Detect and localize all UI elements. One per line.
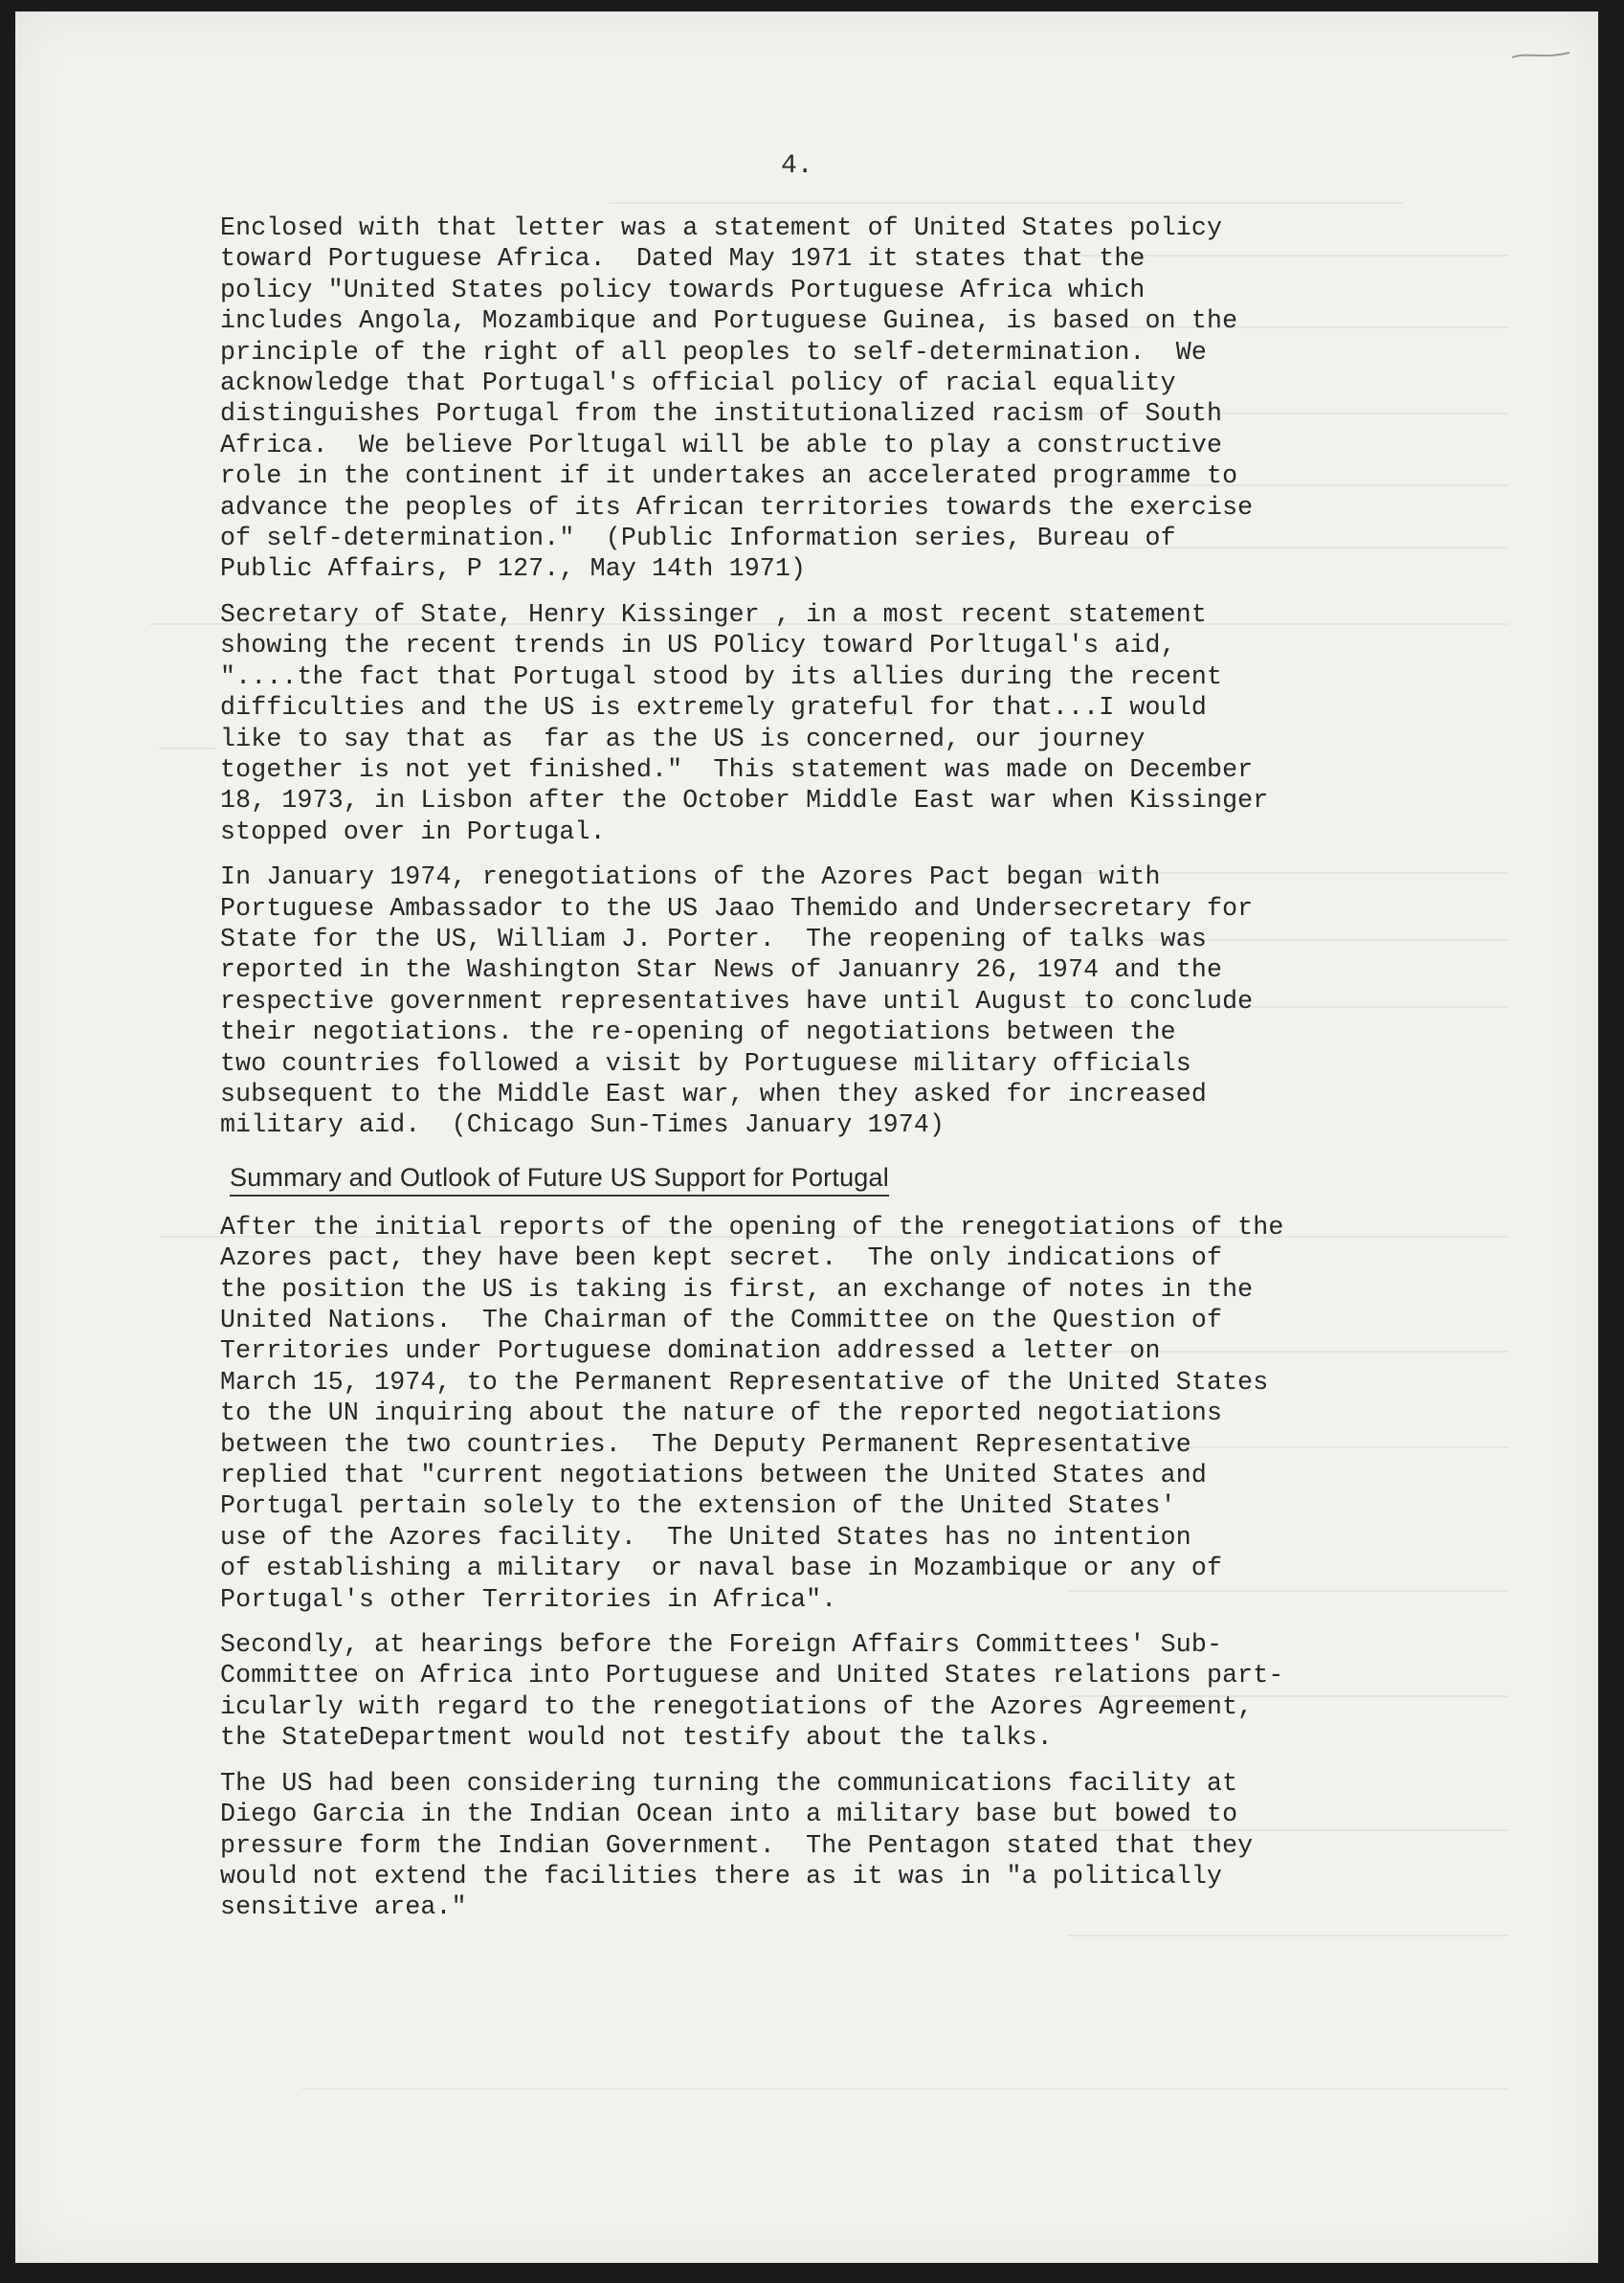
text-line: State for the US, William J. Porter. The reopening of talks was bbox=[220, 924, 1207, 953]
document-page bbox=[15, 11, 1598, 2263]
text-line: Committee on Africa into Portuguese and United States relations part- bbox=[220, 1661, 1284, 1690]
text-line: sensitive area." bbox=[220, 1892, 467, 1922]
text-line: their negotiations. the re-opening of negotiations between the bbox=[220, 1018, 1176, 1047]
text-line: distinguishes Portugal from the institutionalized racism of South bbox=[220, 399, 1223, 429]
text-line: Portugal's other Territories in Africa". bbox=[220, 1584, 837, 1614]
text-line: of establishing a military or naval base in Mozambique or any of bbox=[220, 1554, 1223, 1583]
text-line: icularly with regard to the renegotiations of the Azores Agreement, bbox=[220, 1691, 1254, 1721]
page-number: 4. bbox=[781, 151, 813, 181]
text-line: respective government representatives have until August to conclude bbox=[220, 986, 1254, 1016]
text-line: difficulties and the US is extremely grateful for that...I would bbox=[220, 693, 1207, 723]
text-line: two countries followed a visit by Portuguese military officials bbox=[220, 1048, 1191, 1078]
text-line: would not extend the facilities there as it was in "a politically bbox=[220, 1861, 1223, 1891]
paragraph-diego-garcia bbox=[220, 1768, 1550, 1923]
text-line: to the UN inquiring about the nature of the reported negotiations bbox=[220, 1399, 1223, 1428]
text-line: In January 1974, renegotiations of the Azores Pact began with bbox=[220, 862, 1161, 892]
text-line: United Nations. The Chairman of the Committee on the Question of bbox=[220, 1306, 1223, 1334]
text-line: advance the peoples of its African territories towards the exercise bbox=[220, 492, 1254, 522]
text-line: subsequent to the Middle East war, when they asked for increased bbox=[220, 1079, 1207, 1108]
paragraph-us-policy-statement bbox=[220, 213, 1550, 585]
text-line: the StateDepartment would not testify about the talks. bbox=[220, 1723, 1053, 1753]
text-line: Africa. We believe Porltugal will be able to play a constructive bbox=[220, 430, 1223, 459]
text-line: together is not yet finished." This statement was made on December bbox=[220, 754, 1254, 784]
text-line: Diego Garcia in the Indian Ocean into a military base but bowed to bbox=[220, 1800, 1238, 1829]
paragraph-kissinger-statement bbox=[220, 599, 1550, 847]
text-line: role in the continent if it undertakes an accelerated programme to bbox=[220, 461, 1238, 491]
paragraph-un-exchange-of-notes bbox=[220, 1212, 1550, 1615]
text-line: Public Affairs, P 127., May 14th 1971) bbox=[220, 554, 807, 584]
text-line: toward Portuguese Africa. Dated May 1971 it states that the bbox=[220, 244, 1146, 274]
text-line: includes Angola, Mozambique and Portuguese Guinea, is based on the bbox=[220, 306, 1238, 336]
text-line: military aid. (Chicago Sun-Times January 1974) bbox=[220, 1110, 945, 1140]
text-line: After the initial reports of the opening of the renegotiations of the bbox=[220, 1212, 1284, 1242]
text-line: policy "United States policy towards Portuguese Africa which bbox=[220, 275, 1146, 304]
text-line: showing the recent trends in US POlicy toward Porltugal's aid, bbox=[220, 631, 1176, 660]
text-line: Portugal pertain solely to the extension of the United States' bbox=[220, 1491, 1176, 1521]
text-line: the position the US is taking is first, an exchange of notes in the bbox=[220, 1274, 1254, 1304]
paragraph-azores-renegotiations bbox=[220, 862, 1550, 1141]
text-line: reported in the Washington Star News of Januanry 26, 1974 and the bbox=[220, 955, 1223, 985]
paragraph-committee-hearings bbox=[220, 1629, 1550, 1754]
text-line: of self-determination." (Public Information series, Bureau of bbox=[220, 524, 1176, 553]
text-line: Azores pact, they have been kept secret. The only indications of bbox=[220, 1243, 1223, 1273]
paper-edge-mark bbox=[1510, 50, 1571, 61]
text-line: replied that "current negotiations between the United States and bbox=[220, 1461, 1207, 1490]
text-line: use of the Azores facility. The United States has no intention bbox=[220, 1522, 1191, 1552]
text-line: Secretary of State, Henry Kissinger , in a most recent statement bbox=[220, 599, 1207, 629]
text-line: between the two countries. The Deputy Permanent Representative bbox=[220, 1429, 1191, 1459]
text-line: stopped over in Portugal. bbox=[220, 817, 606, 846]
text-line: acknowledge that Portugal's official policy of racial equality bbox=[220, 369, 1176, 398]
text-line: March 15, 1974, to the Permanent Representative of the United States bbox=[220, 1367, 1269, 1397]
text-line: Portuguese Ambassador to the US Jaao Themido and Undersecretary for bbox=[220, 893, 1254, 923]
text-line: "....the fact that Portugal stood by its allies during the recent bbox=[220, 661, 1223, 691]
text-line: pressure form the Indian Government. The Pentagon stated that they bbox=[220, 1830, 1254, 1860]
text-line: like to say that as far as the US is concerned, our journey bbox=[220, 724, 1146, 753]
section-heading: Summary and Outlook of Future US Support for Portugal bbox=[230, 1161, 889, 1197]
text-line: The US had been considering turning the communications facility at bbox=[220, 1768, 1238, 1798]
text-line: Territories under Portuguese domination addressed a letter on bbox=[220, 1336, 1161, 1366]
text-line: Enclosed with that letter was a statement of United States policy bbox=[220, 213, 1223, 242]
document-body bbox=[220, 213, 1550, 1937]
text-line: 18, 1973, in Lisbon after the October Middle East war when Kissinger bbox=[220, 786, 1269, 816]
text-line: principle of the right of all peoples to self-determination. We bbox=[220, 337, 1207, 367]
text-line: Secondly, at hearings before the Foreign Affairs Committees' Sub- bbox=[220, 1630, 1223, 1660]
